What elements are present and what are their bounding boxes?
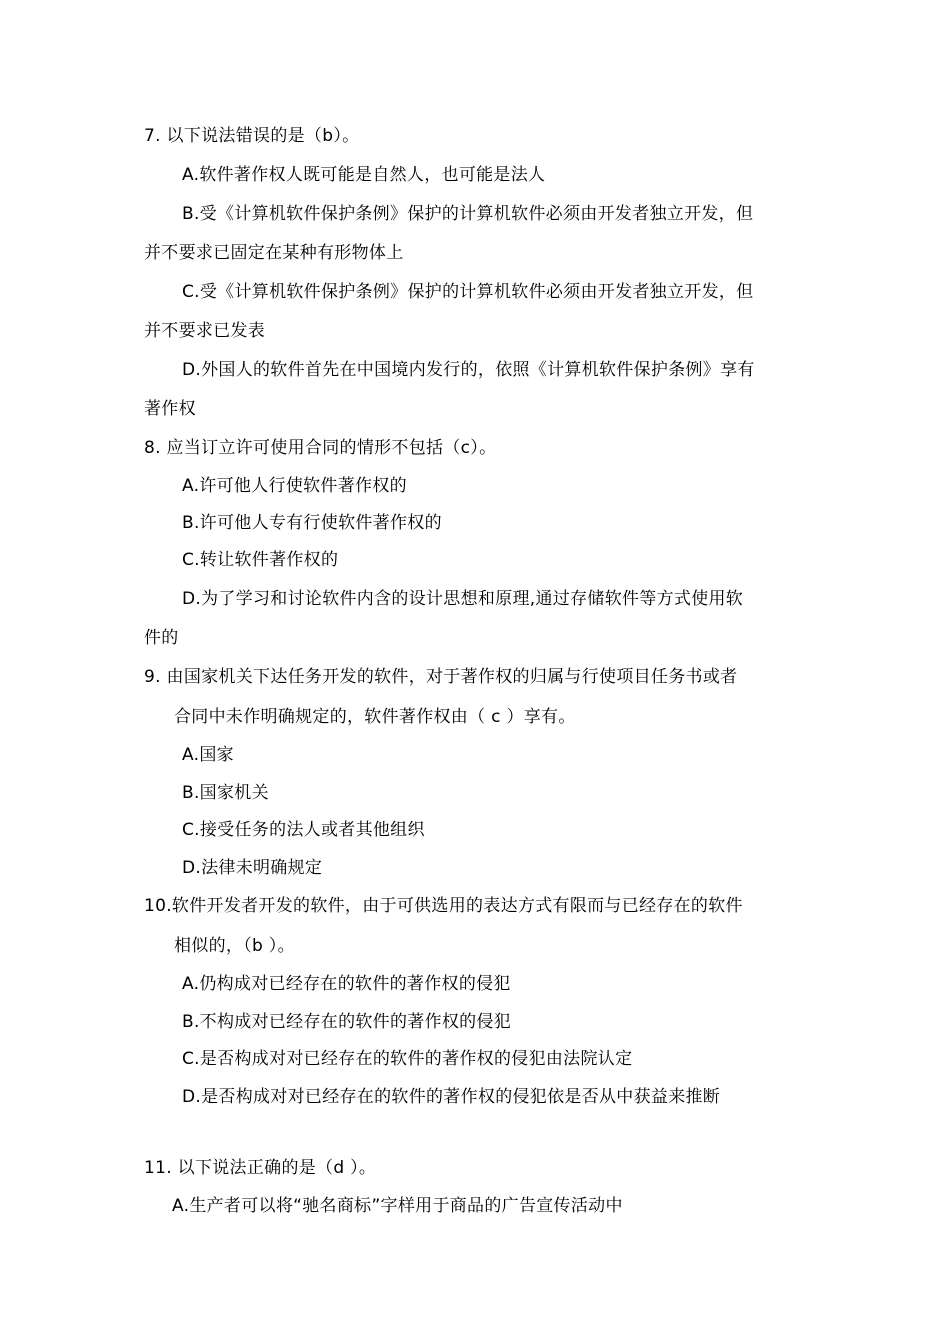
question-7-option-d: D.外国人的软件首先在中国境内发行的，依照《计算机软件保护条例》享有	[182, 360, 755, 380]
question-10-option-c: C.是否构成对对已经存在的软件的著作权的侵犯由法院认定	[182, 1049, 633, 1069]
question-9-stem-continued: 合同中未作明确规定的，软件著作权由（ c ）享有。	[174, 707, 576, 727]
question-11-option-a: A.生产者可以将“驰名商标”字样用于商品的广告宣传活动中	[172, 1196, 623, 1216]
question-11-stem: 11. 以下说法正确的是（d ）。	[144, 1158, 377, 1178]
question-8-option-a: A.许可他人行使软件著作权的	[182, 476, 407, 496]
question-10-stem-continued: 相似的，（b ）。	[174, 936, 295, 956]
question-8-option-c: C.转让软件著作权的	[182, 550, 339, 570]
question-7-option-b: B.受《计算机软件保护条例》保护的计算机软件必须由开发者独立开发，但	[182, 204, 754, 224]
question-7-option-c: C.受《计算机软件保护条例》保护的计算机软件必须由开发者独立开发，但	[182, 282, 754, 302]
question-8-option-d-continued: 件的	[144, 628, 179, 648]
question-9-option-c: C.接受任务的法人或者其他组织	[182, 820, 425, 840]
question-10-stem: 10.软件开发者开发的软件，由于可供选用的表达方式有限而与已经存在的软件	[144, 896, 743, 916]
question-8-stem: 8. 应当订立许可使用合同的情形不包括（c）。	[144, 438, 497, 458]
question-7-option-b-continued: 并不要求已固定在某种有形物体上	[144, 243, 404, 263]
question-7-option-a: A.软件著作权人既可能是自然人，也可能是法人	[182, 165, 546, 185]
question-10-option-a: A.仍构成对已经存在的软件的著作权的侵犯	[182, 974, 511, 994]
question-9-stem: 9. 由国家机关下达任务开发的软件，对于著作权的归属与行使项目任务书或者	[144, 667, 738, 687]
question-10-option-b: B.不构成对已经存在的软件的著作权的侵犯	[182, 1012, 512, 1032]
question-10-option-d: D.是否构成对对已经存在的软件的著作权的侵犯依是否从中获益来推断	[182, 1087, 721, 1107]
question-8-option-b: B.许可他人专有行使软件著作权的	[182, 513, 442, 533]
question-8-option-d: D.为了学习和讨论软件内含的设计思想和原理,通过存储软件等方式使用软	[182, 589, 744, 609]
question-9-option-d: D.法律未明确规定	[182, 858, 323, 878]
question-7-option-c-continued: 并不要求已发表	[144, 321, 266, 341]
question-7-stem: 7. 以下说法错误的是（b）。	[144, 126, 360, 146]
question-7-option-d-continued: 著作权	[144, 399, 196, 419]
question-9-option-b: B.国家机关	[182, 783, 269, 803]
question-9-option-a: A.国家	[182, 745, 234, 765]
